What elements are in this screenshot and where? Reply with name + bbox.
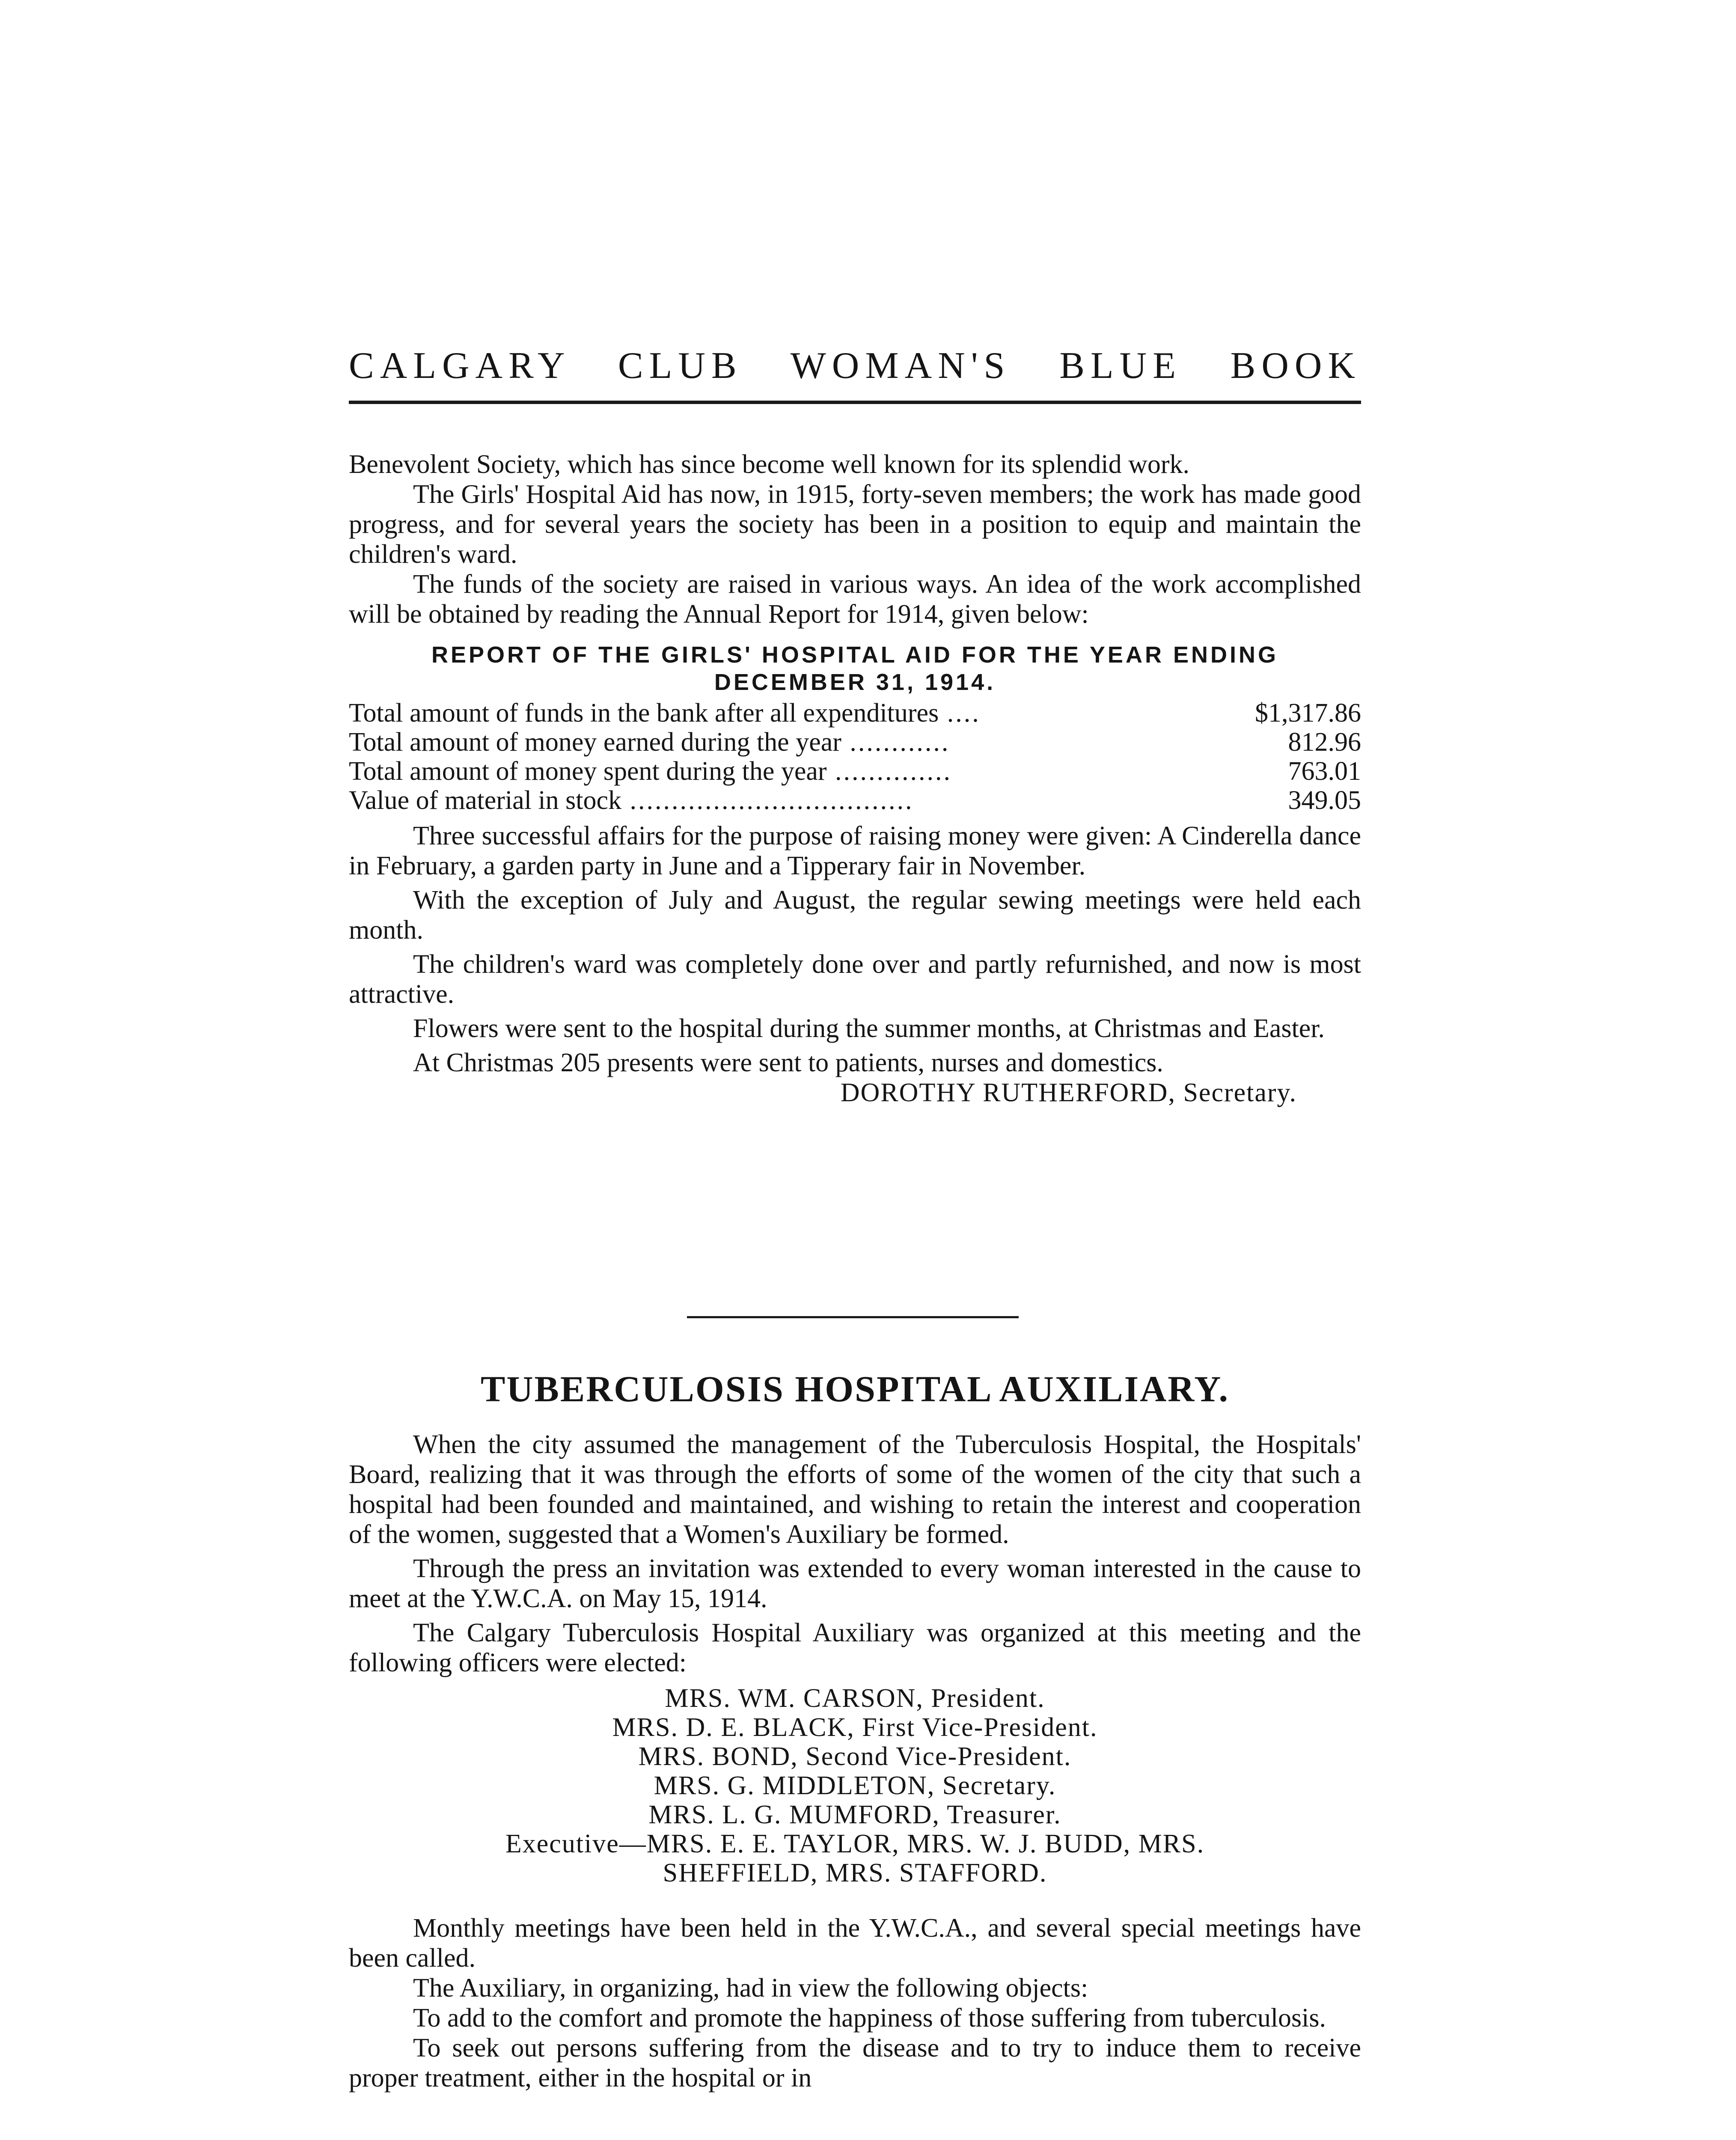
section-title: TUBERCULOSIS HOSPITAL AUXILIARY. xyxy=(481,1368,1229,1409)
paragraph: Flowers were sent to the hospital during the summer months, at Christmas and Easter. xyxy=(413,1014,1325,1043)
paragraph: Benevolent Society, which has since become well known for its splendid work. xyxy=(349,450,1190,479)
paragraph: Through the press an invitation was extended to every woman interested in the cause to meet at the Y.W.C.A. on May 15, 1914. xyxy=(349,1554,1361,1613)
dot-leader: .............. xyxy=(826,757,952,786)
officer-line: MRS. BOND, Second Vice-President. xyxy=(638,1742,1072,1771)
paragraph: At Christmas 205 presents were sent to patients, nurses and domestics. xyxy=(413,1048,1163,1077)
section-divider xyxy=(687,1316,1019,1318)
table-row xyxy=(349,728,1361,757)
officers-list xyxy=(349,1684,1361,1887)
paragraph: Three successful affairs for the purpose of raising money were given: A Cinderella dance in February, a garden party in June and a Tipperary fair in November. xyxy=(349,821,1361,880)
officer-line: Executive—MRS. E. E. TAYLOR, MRS. W. J. BUDD, MRS. xyxy=(505,1829,1205,1858)
financial-amount: $1,317.86 xyxy=(1255,698,1361,728)
tb-auxiliary-section xyxy=(349,1430,1361,2093)
table-row xyxy=(349,757,1361,786)
officer-line: MRS. WM. CARSON, President. xyxy=(665,1684,1045,1713)
signature: DOROTHY RUTHERFORD, Secretary. xyxy=(840,1078,1297,1107)
paragraph: To add to the comfort and promote the happiness of those suffering from tuberculosis. xyxy=(413,2003,1326,2033)
officer-line: MRS. G. MIDDLETON, Secretary. xyxy=(654,1771,1056,1800)
paragraph: To seek out persons suffering from the disease and to try to induce them to receive proper treatment, either in the hospital or in xyxy=(349,2033,1361,2092)
table-row xyxy=(349,698,1361,728)
running-head: CALGARY CLUB WOMAN'S BLUE BOOK xyxy=(349,345,1361,386)
financial-amount: 812.96 xyxy=(1288,728,1361,757)
financial-label: Total amount of money spent during the year xyxy=(349,757,827,786)
dot-leader: ............ xyxy=(841,728,950,757)
report-title-line-1: REPORT OF THE GIRLS' HOSPITAL AID FOR THE YEAR ENDING xyxy=(431,642,1278,668)
officer-line: MRS. L. G. MUMFORD, Treasurer. xyxy=(648,1800,1061,1829)
officer-line: SHEFFIELD, MRS. STAFFORD. xyxy=(663,1858,1047,1887)
dot-leader: .................................. xyxy=(621,786,914,815)
financial-amount: 763.01 xyxy=(1288,757,1361,786)
paragraph: When the city assumed the management of the Tuberculosis Hospital, the Hospitals' Board, realizing that it was through the efforts of some of the women of the city that such a hospital had been founded and maintained, and wishing to retain the interest and cooperation of the women, suggested that a Women's Auxiliary be formed. xyxy=(349,1430,1361,1549)
dot-leader: .... xyxy=(939,698,981,728)
girls-aid-section xyxy=(349,449,1361,1108)
paragraph: With the exception of July and August, the regular sewing meetings were held each month. xyxy=(349,886,1361,945)
financial-amount: 349.05 xyxy=(1288,786,1361,815)
report-title-line-2: DECEMBER 31, 1914. xyxy=(714,669,996,695)
financial-label: Total amount of funds in the bank after all expenditures xyxy=(349,698,939,728)
table-row xyxy=(349,786,1361,815)
paragraph: Monthly meetings have been held in the Y.W.C.A., and several special meetings have been called. xyxy=(349,1914,1361,1973)
paragraph: The Girls' Hospital Aid has now, in 1915, forty-seven members; the work has made good progress, and for several years the society has been in a position to equip and maintain the children's ward. xyxy=(349,480,1361,569)
financial-label: Total amount of money earned during the year xyxy=(349,728,841,757)
financial-table xyxy=(349,698,1361,815)
paragraph: The funds of the society are raised in various ways. An idea of the work accomplished will be obtained by reading the Annual Report for 1914, given below: xyxy=(349,570,1361,629)
report-title xyxy=(349,641,1361,696)
paragraph: The children's ward was completely done over and partly refurnished, and now is most attractive. xyxy=(349,950,1361,1009)
officer-line: MRS. D. E. BLACK, First Vice-President. xyxy=(612,1713,1098,1742)
header-rule xyxy=(349,401,1361,404)
paragraph: The Auxiliary, in organizing, had in view the following objects: xyxy=(413,1974,1088,2003)
paragraph: The Calgary Tuberculosis Hospital Auxiliary was organized at this meeting and the following officers were elected: xyxy=(349,1618,1361,1677)
financial-label: Value of material in stock xyxy=(349,786,622,815)
